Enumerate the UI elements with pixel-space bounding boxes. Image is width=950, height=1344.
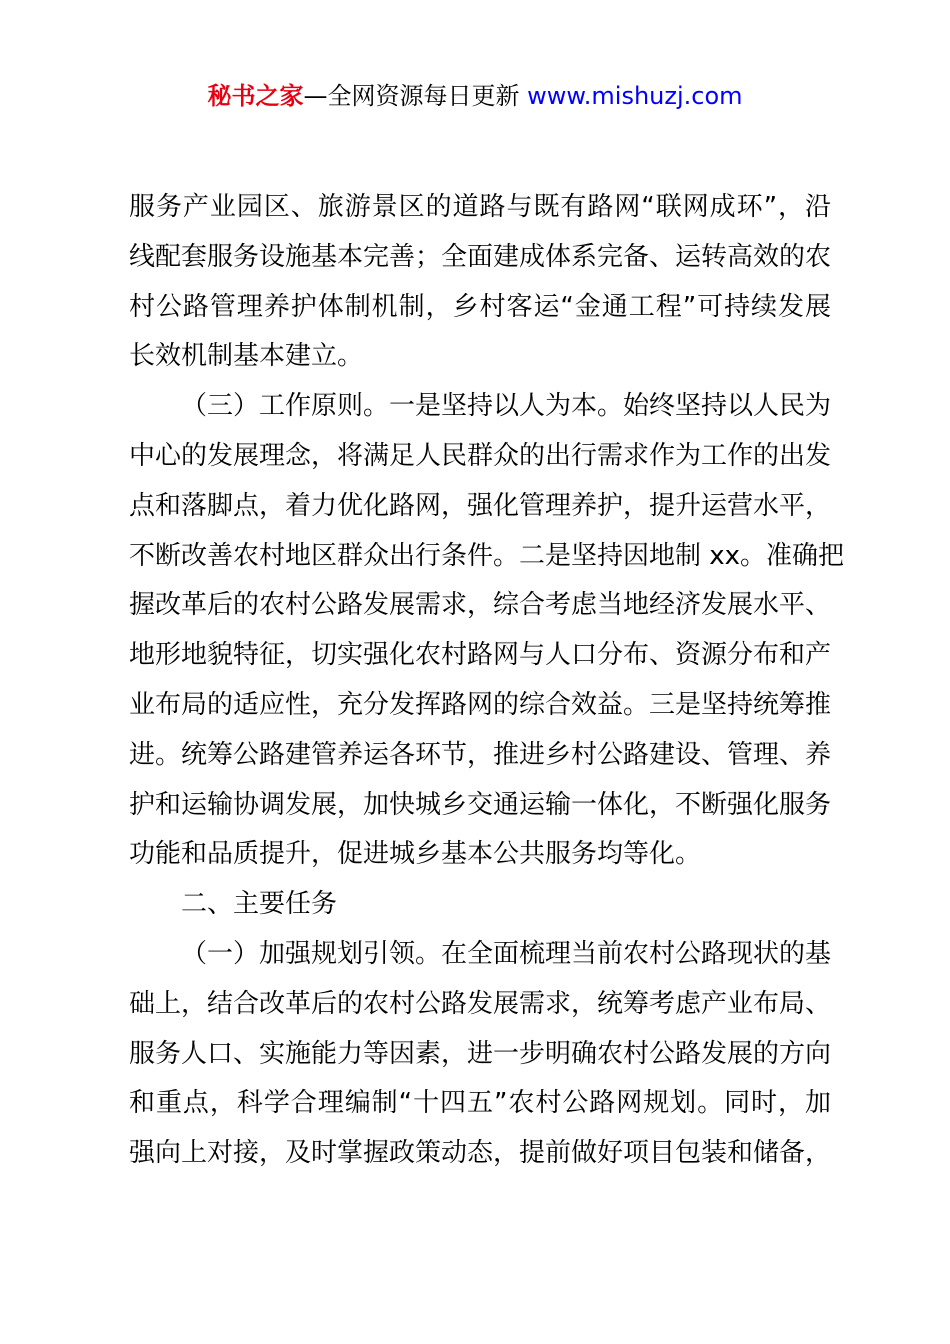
header-tagline: —全网资源每日更新 — [303, 82, 520, 110]
paragraph-line: 服务产业园区、旅游景区的道路与既有路网“联网成环”，沿 — [129, 192, 831, 222]
site-url-link[interactable]: www.mishuzj.com — [527, 82, 743, 110]
paragraph-line: 服务人口、实施能力等因素，进一步明确农村公路发展的方向 — [129, 1038, 832, 1069]
paragraph-line: 强向上对接，及时掌握政策动态，提前做好项目包装和储备， — [129, 1138, 832, 1169]
paragraph-line: 和重点，科学合理编制“十四五”农村公路网规划。同时，加 — [129, 1088, 831, 1119]
paragraph-line: 护和运输协调发展，加快城乡交通运输一体化，不断强化服务 — [129, 789, 832, 820]
brand-name: 秘书之家 — [207, 82, 304, 110]
paragraph-line: （一）加强规划引领。在全面梳理当前农村公路现状的基 — [181, 938, 832, 969]
paragraph-line: 础上，结合改革后的农村公路发展需求，统筹考虑产业布局、 — [129, 988, 832, 1019]
paragraph-line: 功能和品质提升，促进城乡基本公共服务均等化。 — [129, 839, 702, 870]
document-body — [129, 183, 845, 1179]
paragraph-line: 线配套服务设施基本完善；全面建成体系完备、运转高效的农 — [129, 241, 832, 272]
paragraph-line: 业布局的适应性，充分发挥路网的综合效益。三是坚持统筹推 — [129, 689, 832, 720]
paragraph-line: 不断改善农村地区群众出行条件。二是坚持因地制 xx。准确把 — [129, 540, 845, 571]
paragraph-line: （三）工作原则。一是坚持以人为本。始终坚持以人民为 — [181, 391, 832, 422]
paragraph-line: 村公路管理养护体制机制，乡村客运“金通工程”可持续发展 — [129, 291, 831, 322]
paragraph-line: 长效机制基本建立。 — [129, 341, 364, 372]
paragraph-line: 进。统筹公路建管养运各环节，推进乡村公路建设、管理、养 — [129, 739, 832, 770]
paragraph-line: 中心的发展理念，将满足人民群众的出行需求作为工作的出发 — [129, 440, 832, 471]
paragraph-line: 点和落脚点，着力优化路网，强化管理养护，提升运营水平， — [129, 490, 832, 521]
page-header — [0, 80, 950, 112]
paragraph-line: 握改革后的农村公路发展需求，综合考虑当地经济发展水平、 — [129, 590, 832, 621]
paragraph-line: 二、主要任务 — [181, 889, 338, 920]
paragraph-line: 地形地貌特征，切实强化农村路网与人口分布、资源分布和产 — [129, 640, 832, 671]
